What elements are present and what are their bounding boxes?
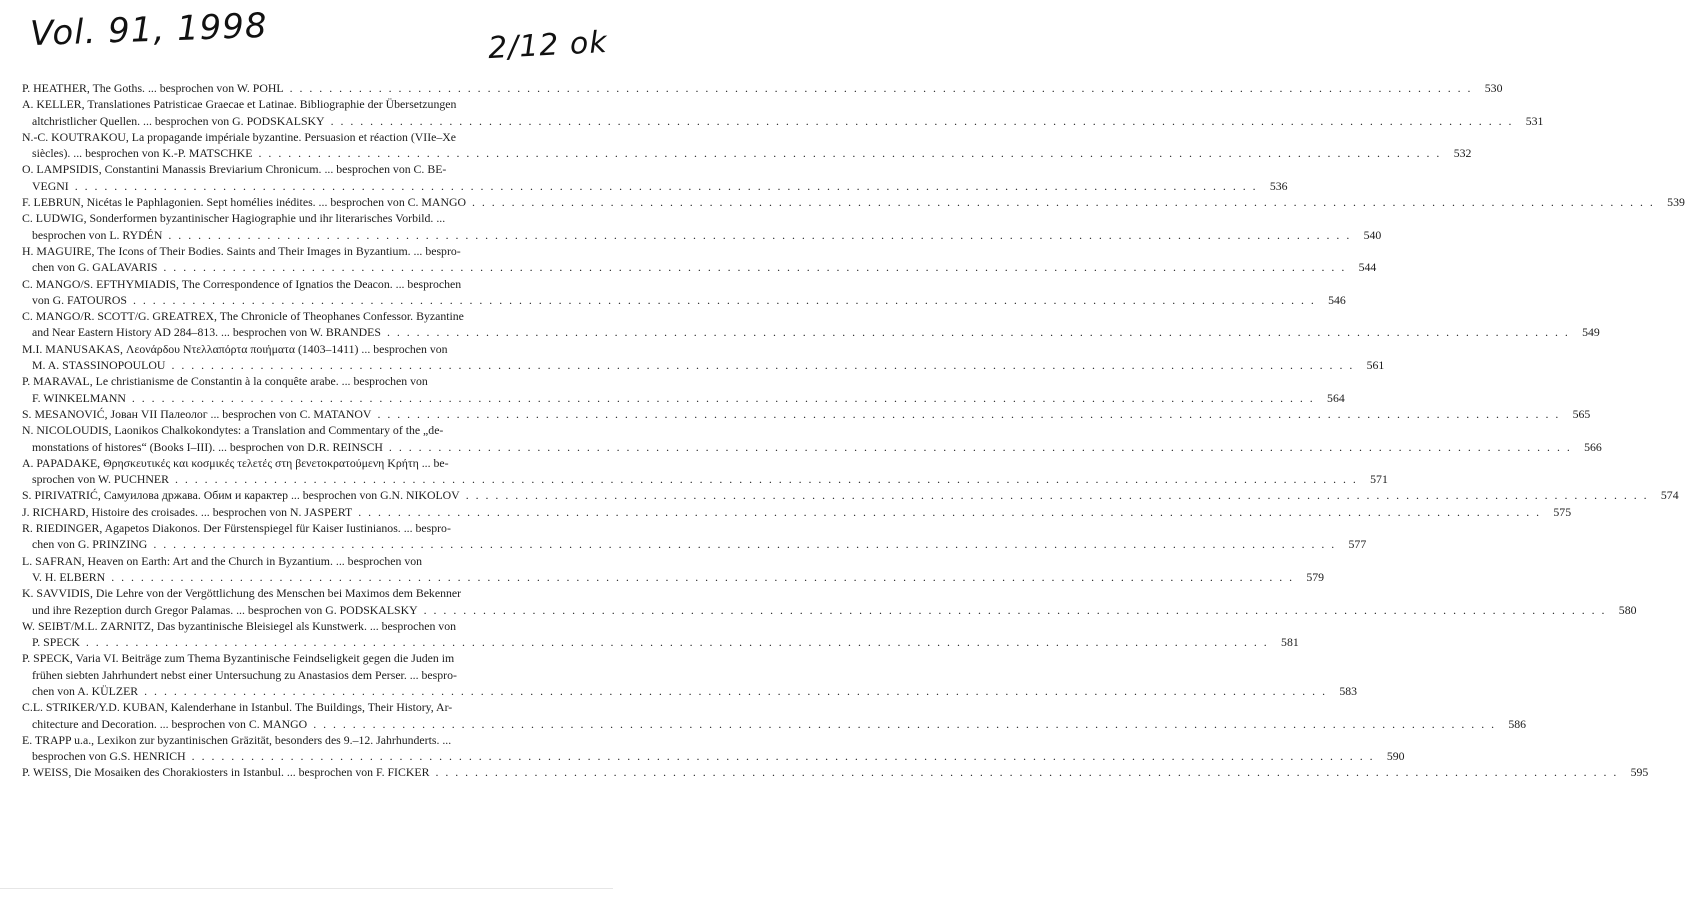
page-number: 561 bbox=[1366, 358, 1385, 373]
page-number: 540 bbox=[1363, 227, 1382, 242]
entry-line bbox=[22, 764, 1649, 780]
page-number: 564 bbox=[1327, 390, 1345, 405]
entry-text: L. SAFRAN, Heaven on Earth: Art and the Church in Byzantium. ... besprochen von bbox=[22, 553, 423, 568]
entry-line bbox=[22, 227, 1382, 243]
leader-dots: . . . . . . . . . . . . . . . . . . . . . . . . . . . . . . . . . . . . . . . . . . . . . . . . . . . . . . . . . . . . . . . . . . . . . . . . . . . . . . . . . . . . . . . . . . . . . . . . . . . . . . . . . . . . . . . . . . . . . . . . bbox=[191, 749, 1375, 764]
entry-text: P. MARAVAL, Le christianisme de Constantin à la conquête arabe. ... besprochen von bbox=[22, 374, 428, 389]
entry-line bbox=[22, 471, 1388, 487]
entry-text: monstations of histores“ (Books I–III). ... besprochen von D.R. REINSCH bbox=[32, 439, 383, 454]
index-entry bbox=[22, 194, 1685, 210]
page-number: 595 bbox=[1630, 765, 1649, 780]
entry-text: besprochen von L. RYDÉN bbox=[32, 227, 163, 242]
leader-dots: . . . . . . . . . . . . . . . . . . . . . . . . . . . . . . . . . . . . . . . . . . . . . . . . . . . . . . . . . . . . . . . . . . . . . . . . . . . . . . . . . . . . . . . . . . . . . . . . . . . . . . . . . . . . . . . . . . . . . . . . bbox=[377, 406, 1561, 421]
leader-dots: . . . . . . . . . . . . . . . . . . . . . . . . . . . . . . . . . . . . . . . . . . . . . . . . . . . . . . . . . . . . . . . . . . . . . . . . . . . . . . . . . . . . . . . . . . . . . . . . . . . . . . . . . . . . . . . . . . . . . . . . bbox=[423, 602, 1607, 617]
entry-line bbox=[22, 292, 1346, 308]
index-entry bbox=[22, 455, 1388, 488]
entry-text: P. SPECK bbox=[32, 635, 80, 650]
entry-text: K. SAVVIDIS, Die Lehre von der Vergöttlichung des Menschen bei Maximos dem Bekenner bbox=[22, 586, 462, 601]
leader-dots: . . . . . . . . . . . . . . . . . . . . . . . . . . . . . . . . . . . . . . . . . . . . . . . . . . . . . . . . . . . . . . . . . . . . . . . . . . . . . . . . . . . . . . . . . . . . . . . . . . . . . . . . . . . . . . . . . . . . . . . . bbox=[330, 113, 1514, 128]
entry-text: P. SPECK, Varia VI. Beiträge zum Thema Byzantinische Feindseligkeit gegen die Juden im bbox=[22, 651, 455, 666]
entry-text: C. MANGO/R. SCOTT/G. GREATREX, The Chronicle of Theophanes Confessor. Byzantine bbox=[22, 309, 464, 324]
page-number: 577 bbox=[1348, 537, 1367, 552]
entry-text: C.L. STRIKER/Y.D. KUBAN, Kalenderhane in Istanbul. The Buildings, Their History, Ar- bbox=[22, 700, 453, 715]
entry-line bbox=[22, 80, 1503, 96]
entry-line bbox=[22, 504, 1572, 520]
entry-line bbox=[22, 373, 578, 389]
entry-line bbox=[22, 650, 578, 666]
entry-text: F. LEBRUN, Nicétas le Paphlagonien. Sept homélies inédites. ... besprochen von C. MANGO bbox=[22, 195, 466, 210]
entry-line bbox=[22, 243, 578, 259]
leader-dots: . . . . . . . . . . . . . . . . . . . . . . . . . . . . . . . . . . . . . . . . . . . . . . . . . . . . . . . . . . . . . . . . . . . . . . . . . . . . . . . . . . . . . . . . . . . . . . . . . . . . . . . . . . . . . . . . . . . . . . . . bbox=[85, 635, 1269, 650]
entry-text: C. LUDWIG, Sonderformen byzantinischer Hagiographie und ihr literarisches Vorbild. ... bbox=[22, 211, 446, 226]
index-entry bbox=[22, 373, 1345, 406]
page-number: 544 bbox=[1358, 260, 1377, 275]
entry-line bbox=[22, 113, 1544, 129]
review-index-list bbox=[22, 80, 1685, 781]
index-entry bbox=[22, 80, 1503, 96]
leader-dots: . . . . . . . . . . . . . . . . . . . . . . . . . . . . . . . . . . . . . . . . . . . . . . . . . . . . . . . . . . . . . . . . . . . . . . . . . . . . . . . . . . . . . . . . . . . . . . . . . . . . . . . . . . . . . . . . . . . . . . . . bbox=[388, 439, 1572, 454]
entry-line bbox=[22, 553, 578, 569]
entry-line bbox=[22, 716, 1527, 732]
entry-text: P. HEATHER, The Goths. ... besprochen von W. POHL bbox=[22, 81, 284, 95]
entry-text: E. TRAPP u.a., Lexikon zur byzantinischen Gräzität, besonders des 9.–12. Jahrhunderts. ... bbox=[22, 732, 452, 747]
entry-line bbox=[22, 129, 578, 145]
entry-text: W. SEIBT/M.L. ZARNITZ, Das byzantinische Bleisiegel als Kunstwerk. ... besprochen von bbox=[22, 618, 457, 633]
entry-text: R. RIEDINGER, Agapetos Diakonos. Der Fürstenspiegel für Kaiser Iustinianos. ... bespro- bbox=[22, 521, 451, 536]
page-number: 580 bbox=[1618, 602, 1637, 617]
index-entry bbox=[22, 553, 1325, 586]
index-entry bbox=[22, 406, 1591, 422]
entry-text: M. A. STASSINOPOULOU bbox=[32, 358, 166, 373]
entry-line bbox=[22, 618, 578, 634]
handwritten-volume-note: Vol. 91, 1998 bbox=[29, 5, 269, 55]
entry-text: and Near Eastern History AD 284–813. ... besprochen von W. BRANDES bbox=[32, 325, 381, 340]
entry-line bbox=[22, 748, 1405, 764]
entry-line bbox=[22, 683, 1358, 699]
entry-text: sprochen von W. PUCHNER bbox=[32, 472, 169, 487]
index-entry bbox=[22, 276, 1346, 309]
handwritten-check-note: 2/12 ok bbox=[487, 24, 609, 67]
entry-line bbox=[22, 455, 578, 471]
entry-text: von G. FATOUROS bbox=[32, 292, 127, 307]
entry-line bbox=[22, 536, 1367, 552]
entry-text: V. H. ELBERN bbox=[32, 569, 106, 584]
entry-line bbox=[22, 145, 1472, 161]
page-number: 586 bbox=[1508, 716, 1527, 731]
entry-text: und ihre Rezeption durch Gregor Palamas. ... besprochen von G. PODSKALSKY bbox=[32, 602, 418, 617]
entry-text: chen von A. KÜLZER bbox=[32, 683, 139, 698]
entry-line bbox=[22, 585, 578, 601]
entry-line bbox=[22, 178, 1288, 194]
page-number: 565 bbox=[1572, 406, 1591, 421]
entry-line bbox=[22, 324, 1600, 340]
entry-line bbox=[22, 210, 578, 226]
scan-edge-divider bbox=[0, 888, 613, 889]
page-number: 536 bbox=[1269, 178, 1288, 193]
entry-line bbox=[22, 520, 578, 536]
leader-dots: . . . . . . . . . . . . . . . . . . . . . . . . . . . . . . . . . . . . . . . . . . . . . . . . . . . . . . . . . . . . . . . . . . . . . . . . . . . . . . . . . . . . . . . . . . . . . . . . . . . . . . . . . . . . . . . . . . . . . . . . bbox=[111, 569, 1295, 584]
leader-dots: . . . . . . . . . . . . . . . . . . . . . . . . . . . . . . . . . . . . . . . . . . . . . . . . . . . . . . . . . . . . . . . . . . . . . . . . . . . . . . . . . . . . . . . . . . . . . . . . . . . . . . . . . . . . . . . . . . . . . . . . bbox=[132, 292, 1316, 307]
leader-dots: . . . . . . . . . . . . . . . . . . . . . . . . . . . . . . . . . . . . . . . . . . . . . . . . . . . . . . . . . . . . . . . . . . . . . . . . . . . . . . . . . . . . . . . . . . . . . . . . . . . . . . . . . . . . . . . . . . . . . . . . bbox=[171, 358, 1355, 373]
page-number: 590 bbox=[1386, 749, 1405, 764]
entry-line bbox=[22, 390, 1345, 406]
index-entry bbox=[22, 161, 1288, 194]
entry-text: J. RICHARD, Histoire des croisades. ... besprochen von N. JASPERT bbox=[22, 504, 353, 519]
page-number: 532 bbox=[1453, 146, 1472, 161]
entry-line bbox=[22, 487, 1679, 503]
page-number: 539 bbox=[1667, 195, 1685, 210]
leader-dots: . . . . . . . . . . . . . . . . . . . . . . . . . . . . . . . . . . . . . . . . . . . . . . . . . . . . . . . . . . . . . . . . . . . . . . . . . . . . . . . . . . . . . . . . . . . . . . . . . . . . . . . . . . . . . . . . . . . . . . . . bbox=[174, 472, 1358, 487]
entry-text: F. WINKELMANN bbox=[32, 390, 126, 405]
page-number: 574 bbox=[1660, 488, 1679, 503]
entry-line bbox=[22, 276, 578, 292]
entry-line bbox=[22, 308, 578, 324]
leader-dots: . . . . . . . . . . . . . . . . . . . . . . . . . . . . . . . . . . . . . . . . . . . . . . . . . . . . . . . . . . . . . . . . . . . . . . . . . . . . . . . . . . . . . . . . . . . . . . . . . . . . . . . . . . . . . . . . . . . . . . . . bbox=[289, 81, 1473, 95]
leader-dots: . . . . . . . . . . . . . . . . . . . . . . . . . . . . . . . . . . . . . . . . . . . . . . . . . . . . . . . . . . . . . . . . . . . . . . . . . . . . . . . . . . . . . . . . . . . . . . . . . . . . . . . . . . . . . . . . . . . . . . . . bbox=[74, 178, 1258, 193]
entry-text: P. WEISS, Die Mosaiken des Chorakiosters in Istanbul. ... besprochen von F. FICKER bbox=[22, 765, 430, 780]
entry-text: A. KELLER, Translationes Patristicae Graecae et Latinae. Bibliographie der Übersetzungen bbox=[22, 97, 457, 112]
page-number: 581 bbox=[1281, 635, 1299, 650]
page-number: 571 bbox=[1370, 472, 1388, 487]
entry-text: S. MESANOVIĆ, Јован VII Палеолог ... besprochen von C. MATANOV bbox=[22, 406, 372, 421]
page-number: 583 bbox=[1339, 683, 1358, 698]
entry-line bbox=[22, 634, 1299, 650]
entry-text: chen von G. GALAVARIS bbox=[32, 260, 158, 275]
index-entry bbox=[22, 129, 1472, 162]
leader-dots: . . . . . . . . . . . . . . . . . . . . . . . . . . . . . . . . . . . . . . . . . . . . . . . . . . . . . . . . . . . . . . . . . . . . . . . . . . . . . . . . . . . . . . . . . . . . . . . . . . . . . . . . . . . . . . . . . . . . . . . . bbox=[313, 716, 1497, 731]
entry-line bbox=[22, 161, 578, 177]
entry-text: S. PIRIVATRIĆ, Самуилова држава. Обим и карактер ... besprochen von G.N. NIKOLOV bbox=[22, 488, 460, 503]
index-entry bbox=[22, 487, 1679, 503]
entry-text: chen von G. PRINZING bbox=[32, 537, 148, 552]
entry-line bbox=[22, 569, 1325, 585]
index-entry bbox=[22, 210, 1382, 243]
entry-line bbox=[22, 341, 578, 357]
leader-dots: . . . . . . . . . . . . . . . . . . . . . . . . . . . . . . . . . . . . . . . . . . . . . . . . . . . . . . . . . . . . . . . . . . . . . . . . . . . . . . . . . . . . . . . . . . . . . . . . . . . . . . . . . . . . . . . . . . . . . . . . bbox=[358, 504, 1542, 519]
page-number: 546 bbox=[1328, 292, 1346, 307]
leader-dots: . . . . . . . . . . . . . . . . . . . . . . . . . . . . . . . . . . . . . . . . . . . . . . . . . . . . . . . . . . . . . . . . . . . . . . . . . . . . . . . . . . . . . . . . . . . . . . . . . . . . . . . . . . . . . . . . . . . . . . . . bbox=[472, 195, 1655, 210]
entry-text: M.I. MANUSAKAS, Λεονάρδου Ντελλαπόρτα ποιήματα (1403–1411) ... besprochen von bbox=[22, 341, 448, 356]
index-entry bbox=[22, 308, 1600, 341]
leader-dots: . . . . . . . . . . . . . . . . . . . . . . . . . . . . . . . . . . . . . . . . . . . . . . . . . . . . . . . . . . . . . . . . . . . . . . . . . . . . . . . . . . . . . . . . . . . . . . . . . . . . . . . . . . . . . . . . . . . . . . . . bbox=[386, 325, 1570, 340]
page-number: 575 bbox=[1553, 504, 1572, 519]
entry-text: chitecture and Decoration. ... besprochen von C. MANGO bbox=[32, 716, 308, 731]
index-entry bbox=[22, 764, 1649, 780]
entry-text: altchristlicher Quellen. ... besprochen von G. PODSKALSKY bbox=[32, 113, 325, 128]
entry-text: H. MAGUIRE, The Icons of Their Bodies. Saints and Their Images in Byzantium. ... bespro- bbox=[22, 243, 461, 258]
entry-line bbox=[22, 406, 1591, 422]
entry-line bbox=[22, 259, 1377, 275]
entry-line bbox=[22, 732, 578, 748]
entry-line bbox=[22, 194, 1685, 210]
entry-text: A. PAPADAKE, Θρησκευτικές και κοσμικές τελετές στη βενετοκρατούμενη Κρήτη ... be- bbox=[22, 455, 449, 470]
leader-dots: . . . . . . . . . . . . . . . . . . . . . . . . . . . . . . . . . . . . . . . . . . . . . . . . . . . . . . . . . . . . . . . . . . . . . . . . . . . . . . . . . . . . . . . . . . . . . . . . . . . . . . . . . . . . . . . . . . . . . . . . bbox=[144, 683, 1328, 698]
index-entry bbox=[22, 504, 1572, 520]
index-entry bbox=[22, 520, 1367, 553]
entry-text: frühen siebten Jahrhundert nebst einer Untersuchung zu Anastasios dem Perser. ... bespro- bbox=[32, 667, 457, 682]
entry-text: O. LAMPSIDIS, Constantini Manassis Breviarium Chronicum. ... besprochen von C. BE- bbox=[22, 162, 447, 177]
leader-dots: . . . . . . . . . . . . . . . . . . . . . . . . . . . . . . . . . . . . . . . . . . . . . . . . . . . . . . . . . . . . . . . . . . . . . . . . . . . . . . . . . . . . . . . . . . . . . . . . . . . . . . . . . . . . . . . . . . . . . . . . bbox=[131, 390, 1315, 405]
index-entry bbox=[22, 422, 1602, 455]
leader-dots: . . . . . . . . . . . . . . . . . . . . . . . . . . . . . . . . . . . . . . . . . . . . . . . . . . . . . . . . . . . . . . . . . . . . . . . . . . . . . . . . . . . . . . . . . . . . . . . . . . . . . . . . . . . . . . . . . . . . . . . . bbox=[465, 488, 1649, 503]
index-entry bbox=[22, 650, 1358, 699]
entry-text: siècles). ... besprochen von K.-P. MATSCHKE bbox=[32, 146, 253, 161]
leader-dots: . . . . . . . . . . . . . . . . . . . . . . . . . . . . . . . . . . . . . . . . . . . . . . . . . . . . . . . . . . . . . . . . . . . . . . . . . . . . . . . . . . . . . . . . . . . . . . . . . . . . . . . . . . . . . . . . . . . . . . . . bbox=[153, 537, 1337, 552]
index-entry bbox=[22, 341, 1385, 374]
entry-text: N.-C. KOUTRAKOU, La propagande impériale byzantine. Persuasion et réaction (VIIe–Xe bbox=[22, 129, 457, 144]
leader-dots: . . . . . . . . . . . . . . . . . . . . . . . . . . . . . . . . . . . . . . . . . . . . . . . . . . . . . . . . . . . . . . . . . . . . . . . . . . . . . . . . . . . . . . . . . . . . . . . . . . . . . . . . . . . . . . . . . . . . . . . . bbox=[163, 260, 1347, 275]
entry-text: C. MANGO/S. EFTHYMIADIS, The Correspondence of Ignatios the Deacon. ... besprochen bbox=[22, 276, 462, 291]
entry-text: N. NICOLOUDIS, Laonikos Chalkokondytes: a Translation and Commentary of the „de- bbox=[22, 423, 444, 438]
entry-line bbox=[22, 96, 578, 112]
entry-line bbox=[22, 602, 1637, 618]
entry-line bbox=[22, 439, 1602, 455]
page-number: 579 bbox=[1306, 569, 1325, 584]
entry-line bbox=[22, 667, 578, 683]
index-entry bbox=[22, 699, 1527, 732]
entry-text: VEGNI bbox=[32, 178, 69, 193]
page-number: 549 bbox=[1582, 325, 1600, 340]
leader-dots: . . . . . . . . . . . . . . . . . . . . . . . . . . . . . . . . . . . . . . . . . . . . . . . . . . . . . . . . . . . . . . . . . . . . . . . . . . . . . . . . . . . . . . . . . . . . . . . . . . . . . . . . . . . . . . . . . . . . . . . . bbox=[258, 146, 1442, 161]
entry-text: besprochen von G.S. HENRICH bbox=[32, 749, 186, 764]
page-number: 530 bbox=[1484, 81, 1503, 95]
leader-dots: . . . . . . . . . . . . . . . . . . . . . . . . . . . . . . . . . . . . . . . . . . . . . . . . . . . . . . . . . . . . . . . . . . . . . . . . . . . . . . . . . . . . . . . . . . . . . . . . . . . . . . . . . . . . . . . . . . . . . . . . bbox=[435, 765, 1619, 780]
index-entry bbox=[22, 243, 1377, 276]
entry-line bbox=[22, 699, 578, 715]
entry-line bbox=[22, 357, 1385, 373]
entry-line bbox=[22, 422, 578, 438]
index-entry bbox=[22, 585, 1637, 618]
page-number: 531 bbox=[1525, 113, 1544, 128]
page-number: 566 bbox=[1584, 439, 1602, 454]
index-entry bbox=[22, 618, 1299, 651]
index-entry bbox=[22, 96, 1544, 129]
index-entry bbox=[22, 732, 1405, 765]
leader-dots: . . . . . . . . . . . . . . . . . . . . . . . . . . . . . . . . . . . . . . . . . . . . . . . . . . . . . . . . . . . . . . . . . . . . . . . . . . . . . . . . . . . . . . . . . . . . . . . . . . . . . . . . . . . . . . . . . . . . . . . . bbox=[168, 227, 1352, 242]
